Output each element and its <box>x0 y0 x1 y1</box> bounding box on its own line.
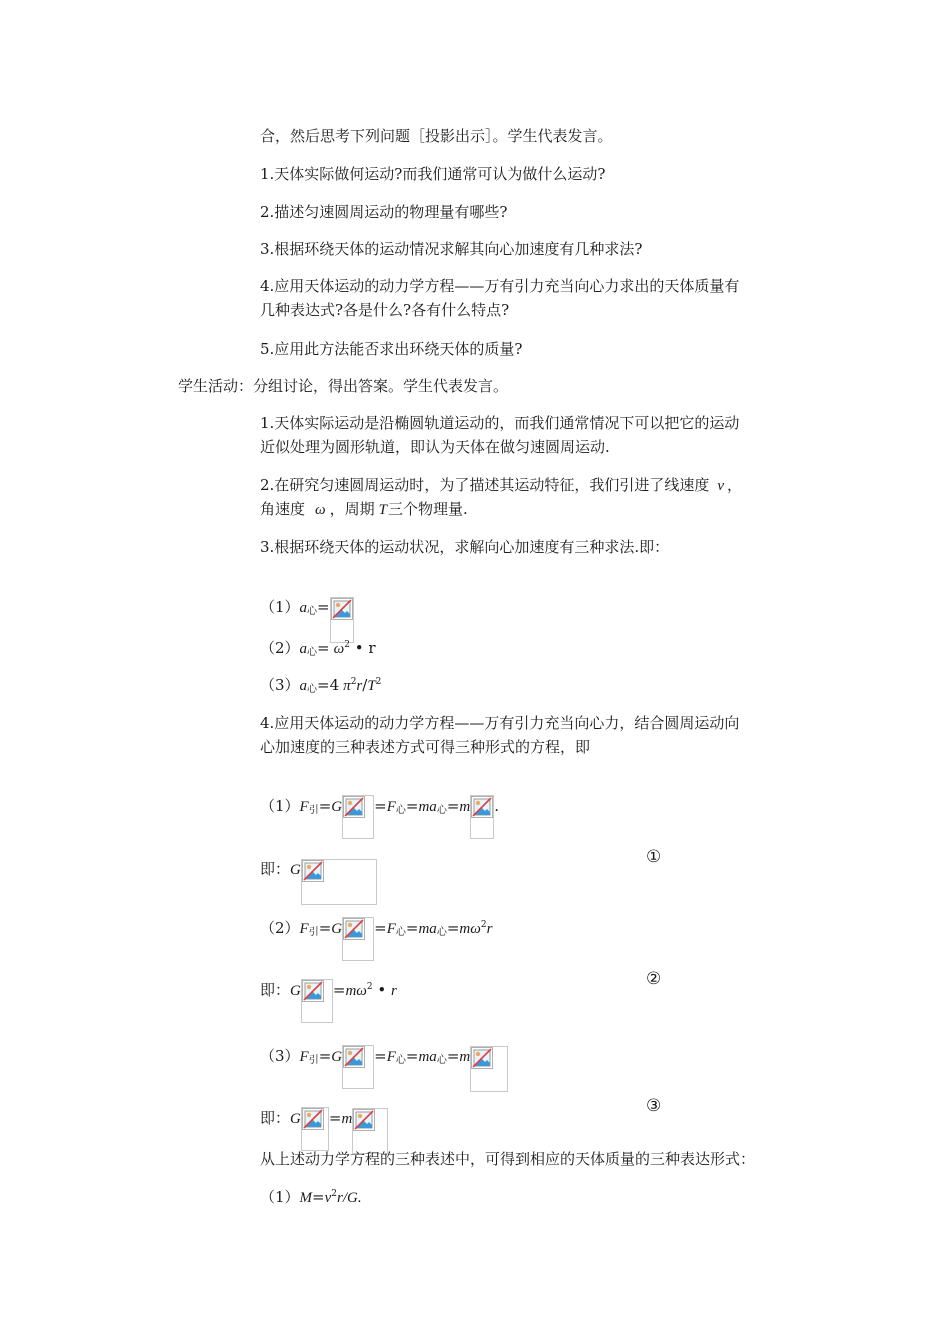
item-number: （1） <box>260 1188 300 1206</box>
equals-sign: = <box>318 797 332 815</box>
question-1: 1.天体实际做何运动?而我们通常可认为做什么运动? <box>260 165 606 183</box>
square-superscript: 2 <box>375 677 382 687</box>
mass-symbol: m <box>459 1049 471 1065</box>
equation-1-result <box>260 847 377 893</box>
accel-subscript: 心 <box>307 606 318 617</box>
equation-marker-3: ③ <box>646 1096 662 1116</box>
force-symbol: F <box>386 799 396 815</box>
equals-four: =4 <box>317 676 340 694</box>
square-superscript: 2 <box>350 677 357 687</box>
equals-sign: = <box>317 598 330 616</box>
item-number: （3） <box>260 1047 300 1065</box>
activity-label: 学生活动： <box>178 377 254 395</box>
answer-2-comma: ， <box>727 476 743 494</box>
namely-label: 即： <box>260 860 291 878</box>
gravity-constant: G <box>331 921 343 937</box>
mass-symbol: m <box>345 983 357 999</box>
broken-image-icon <box>343 1046 365 1068</box>
accel-subscript: 心 <box>436 927 447 938</box>
equals-sign: = <box>317 639 330 657</box>
summary-line: 从上述动力学方程的三种表述中，可得到相应的天体质量的三种表达形式： <box>260 1150 756 1168</box>
question-2: 2.描述匀速圆周运动的物理量有哪些? <box>260 203 508 221</box>
accel-subscript: 心 <box>307 684 318 695</box>
equals-sign: = <box>374 919 387 937</box>
formula-image <box>342 795 374 839</box>
broken-image-icon <box>471 796 493 818</box>
velocity-symbol: v <box>717 478 724 494</box>
acceleration-formula-2 <box>260 638 376 661</box>
mass-symbol-M: M <box>299 1190 313 1206</box>
equals-sign: = <box>446 1047 460 1065</box>
equals-sign: = <box>374 1047 387 1065</box>
force-subscript: 心 <box>395 927 406 938</box>
gravity-constant: G <box>290 983 301 999</box>
broken-image-icon <box>302 980 324 1002</box>
formula-image <box>301 859 377 905</box>
period-mark: . <box>494 797 500 815</box>
equals-sign: = <box>328 1109 342 1127</box>
answer-3: 3.根据环绕天体的运动状况，求解向心加速度有三种求法.即： <box>260 538 670 556</box>
answer-2-text: 2.在研究匀速圆周运动时，为了描述其运动特征，我们引进了线速度 <box>260 476 710 494</box>
force-subscript: 引 <box>308 805 319 816</box>
equation-marker-2: ② <box>646 969 662 989</box>
item-number: （2） <box>260 919 300 937</box>
equation-2 <box>260 907 492 951</box>
answer-2-line-2 <box>260 499 468 520</box>
mass-symbol: m <box>341 1111 353 1127</box>
equals-sign: = <box>332 981 346 999</box>
omega-symbol: ω <box>470 921 481 937</box>
equation-3-result <box>260 1096 388 1142</box>
ma-symbol: ma <box>418 921 437 937</box>
broken-image-icon <box>471 1047 493 1069</box>
answer-1-line-2: 近似处理为圆形轨道，即认为天体在做匀速圆周运动. <box>260 438 610 456</box>
acceleration-formula-1 <box>260 585 354 631</box>
mass-formula-1 <box>260 1187 362 1210</box>
equation-marker-1: ① <box>646 847 662 867</box>
force-symbol: F <box>299 1049 309 1065</box>
square-superscript: 2 <box>331 1189 338 1199</box>
gravity-constant: G <box>290 1111 301 1127</box>
equals-sign: = <box>312 1188 325 1206</box>
omega-symbol: ω <box>356 983 367 999</box>
namely-label: 即： <box>260 1109 291 1127</box>
formula-image <box>470 795 494 839</box>
square-superscript: 2 <box>366 982 373 992</box>
equals-sign: = <box>318 919 332 937</box>
answer-2-line-1 <box>260 475 742 496</box>
broken-image-icon <box>302 860 324 882</box>
item-number: （2） <box>260 639 300 657</box>
question-4-line-1: 4.应用天体运动的动力学方程——万有引力充当向心力求出的天体质量有 <box>260 277 740 295</box>
accel-subscript: 心 <box>436 1055 447 1066</box>
formula-image <box>301 979 333 1023</box>
acceleration-formula-3 <box>260 675 381 698</box>
equals-sign: = <box>446 919 460 937</box>
force-symbol: F <box>299 799 309 815</box>
broken-image-icon <box>353 1109 375 1131</box>
broken-image-icon <box>343 796 365 818</box>
equals-sign: = <box>446 797 460 815</box>
radius-symbol: r <box>486 921 493 937</box>
answer-1-line-1: 1.天体实际运动是沿椭圆轨道运动的，而我们通常情况下可以把它的运动 <box>260 414 740 432</box>
mass-symbol: m <box>459 799 471 815</box>
question-5: 5.应用此方法能否求出环绕天体的质量? <box>260 340 523 358</box>
equation-1 <box>260 785 499 829</box>
times-r: • r <box>349 639 376 657</box>
gravity-constant: G <box>331 799 343 815</box>
force-symbol: F <box>386 1049 396 1065</box>
broken-image-icon <box>302 1108 324 1130</box>
equals-sign: = <box>374 797 387 815</box>
accel-subscript: 心 <box>436 805 447 816</box>
slash: / <box>362 676 368 694</box>
gravity-constant: G <box>290 862 301 878</box>
force-subscript: 引 <box>308 1055 319 1066</box>
force-symbol: F <box>299 921 309 937</box>
gravity-constant: G <box>331 1049 343 1065</box>
equals-sign: = <box>405 919 419 937</box>
formula-image <box>301 1107 329 1151</box>
accel-subscript: 心 <box>307 647 318 658</box>
formula-image <box>342 1045 374 1089</box>
accel-symbol: a <box>299 641 308 657</box>
equals-sign: = <box>405 1047 419 1065</box>
times-dot: • <box>372 981 391 999</box>
velocity-symbol: v <box>324 1190 332 1206</box>
item-number: （1） <box>260 797 300 815</box>
r-over-G: r/G. <box>337 1190 362 1206</box>
omega-symbol: ω <box>315 502 326 518</box>
ma-symbol: ma <box>418 799 437 815</box>
force-subscript: 引 <box>308 927 319 938</box>
force-symbol: F <box>386 921 396 937</box>
answer-2-tail: 三个物理量. <box>387 500 468 518</box>
formula-image <box>352 1108 388 1154</box>
radius-symbol: r <box>391 983 397 999</box>
broken-image-icon <box>331 598 353 620</box>
equation-3 <box>260 1034 508 1080</box>
equals-sign: = <box>405 797 419 815</box>
intro-line: 合，然后思考下列问题［投影出示］。学生代表发言。 <box>260 127 613 145</box>
question-3: 3.根据环绕天体的运动情况求解其向心加速度有几种求法? <box>260 240 643 258</box>
student-activity-line <box>178 376 508 396</box>
period-symbol: T <box>367 678 376 694</box>
answer-4-line-1: 4.应用天体运动的动力学方程——万有引力充当向心力，结合圆周运动向 <box>260 714 740 732</box>
equation-2-result <box>260 969 397 1013</box>
namely-label: 即： <box>260 981 291 999</box>
period-label: ，周期 <box>329 500 375 518</box>
item-number: （3） <box>260 676 300 694</box>
square-superscript: 2 <box>344 640 350 650</box>
angular-velocity-label: 角速度 <box>260 500 306 518</box>
ma-symbol: ma <box>418 1049 437 1065</box>
period-symbol: T <box>378 502 387 518</box>
answer-4-line-2: 心加速度的三种表述方式可得三种形式的方程，即 <box>260 738 591 756</box>
accel-symbol: a <box>299 600 308 616</box>
force-subscript: 心 <box>395 1055 406 1066</box>
square-superscript: 2 <box>480 920 487 930</box>
mass-symbol: m <box>459 921 471 937</box>
omega-symbol: ω <box>333 641 345 657</box>
radius-symbol: r <box>356 678 363 694</box>
activity-text: 分组讨论，得出答案。学生代表发言。 <box>253 377 509 395</box>
item-number: （1） <box>260 598 300 616</box>
equals-sign: = <box>318 1047 332 1065</box>
pi-symbol: π <box>343 678 351 694</box>
formula-image <box>470 1046 508 1092</box>
accel-symbol: a <box>299 678 308 694</box>
formula-image <box>342 917 374 961</box>
broken-image-icon <box>343 918 365 940</box>
formula-image <box>330 597 354 643</box>
force-subscript: 心 <box>395 805 406 816</box>
question-4-line-2: 几种表达式?各是什么?各有什么特点? <box>260 301 510 319</box>
